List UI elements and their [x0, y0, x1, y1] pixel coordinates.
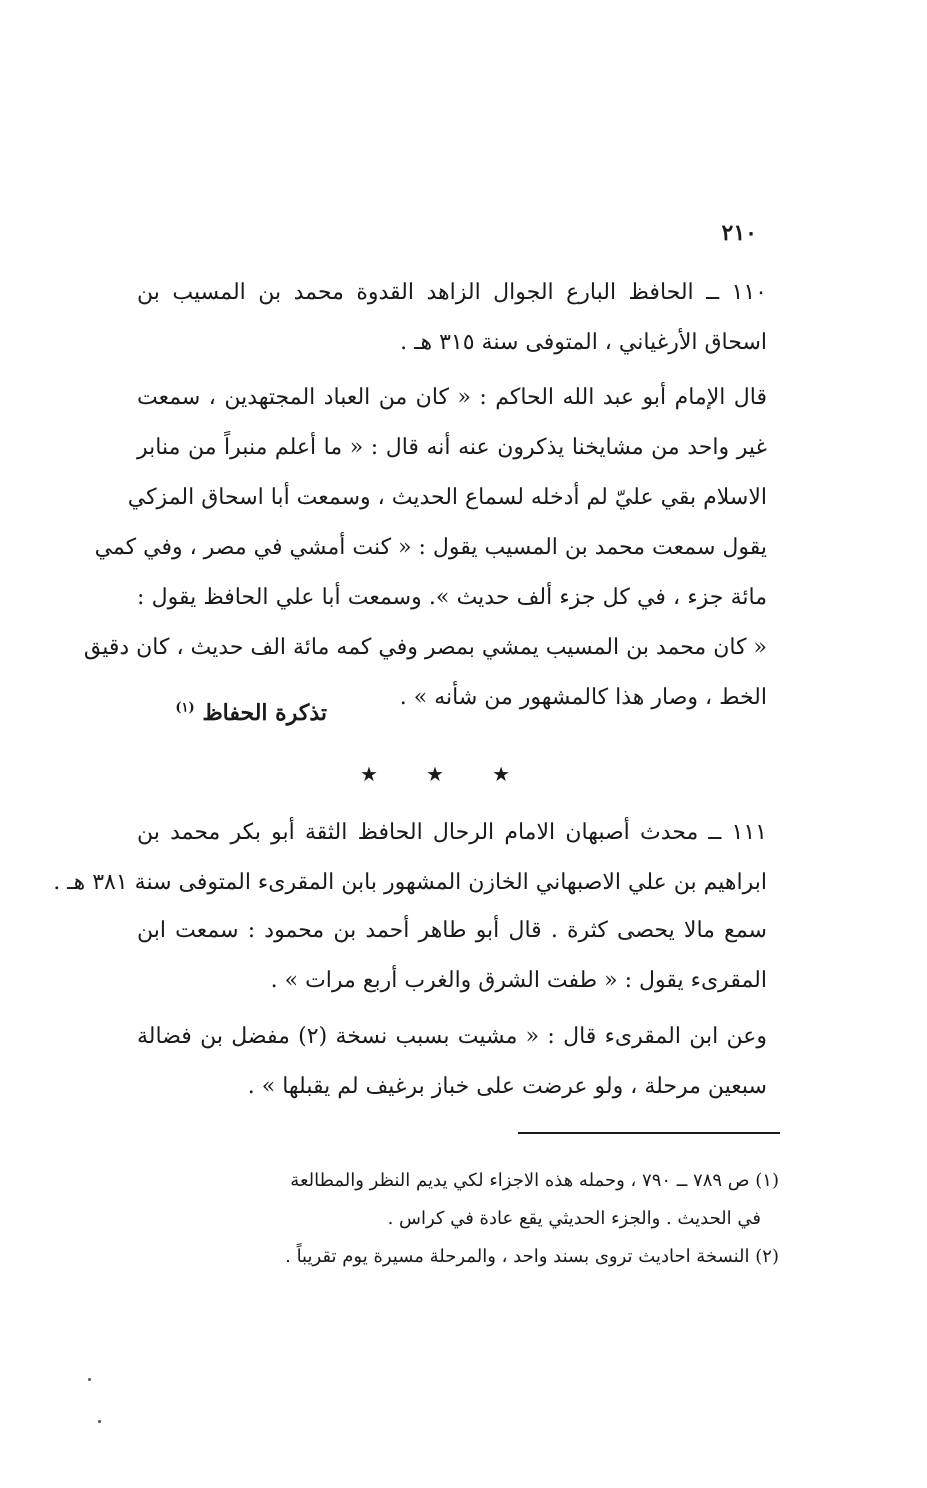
section-separator	[360, 762, 510, 786]
text-line: المقرىء يقول : « طفت الشرق والغرب أربع مرات » .	[270, 968, 767, 993]
text-line: سمع مالا يحصى كثرة . قال أبو طاهر أحمد بن محمود : سمعت ابن	[137, 918, 767, 943]
footnote-2: (٢) النسخة احاديث تروى بسند واحد ، والمرحلة مسيرة يوم تقريباً .	[285, 1246, 779, 1267]
text-line: اسحاق الأرغياني ، المتوفى سنة ٣١٥ هـ .	[400, 330, 767, 355]
text-line: ابراهيم بن علي الاصبهاني الخازن المشهور بابن المقرىء المتوفى سنة ٣٨١ هـ .	[53, 870, 767, 895]
footnote-1: (١) ص ٧٨٩ ــ ٧٩٠ ، وحمله هذه الاجزاء لكي يديم النظر والمطالعة	[290, 1170, 779, 1191]
scan-speck	[98, 1420, 101, 1423]
entry-111-heading	[53, 808, 767, 908]
text-line: يقول سمعت محمد بن المسيب يقول : « كنت أمشي في مصر ، وفي كمي	[94, 535, 767, 560]
entry-110-quote	[83, 373, 767, 723]
entry-111-quote-a	[137, 906, 767, 1006]
footnote-divider	[518, 1132, 780, 1134]
star-icon: ★	[426, 762, 444, 786]
text-line: قال الإمام أبو عبد الله الحاكم : « كان من العباد المجتهدين ، سمعت	[137, 385, 767, 410]
text-line: مائة جزء ، في كل جزء ألف حديث ». وسمعت أبا علي الحافظ يقول :	[137, 585, 767, 610]
source-title: تذكرة الحفاظ	[202, 700, 327, 726]
entry-111-quote-b	[137, 1012, 767, 1112]
footnotes	[139, 1162, 779, 1276]
text-line: وعن ابن المقرىء قال : « مشيت بسبب نسخة (٢) مفضل بن فضالة	[137, 1024, 767, 1049]
star-icon: ★	[360, 762, 378, 786]
text-line: الاسلام بقي عليّ لم أدخله لسماع الحديث ، وسمعت أبا اسحاق المزكي	[127, 485, 767, 510]
footnote-1-continued: في الحديث . والجزء الحديثي يقع عادة في كراس .	[387, 1208, 761, 1229]
text-line: غير واحد من مشايخنا يذكرون عنه أنه قال : « ما أعلم منبراً من منابر	[137, 435, 767, 460]
text-line: سبعين مرحلة ، ولو عرضت على خباز برغيف لم يقبلها » .	[247, 1074, 767, 1099]
entry-110-heading	[137, 268, 767, 368]
star-icon: ★	[492, 762, 510, 786]
source-citation	[175, 700, 327, 726]
scan-speck	[88, 1378, 91, 1381]
page-number: ٢١٠	[721, 220, 757, 246]
text-line: ١١١ ــ محدث أصبهان الامام الرحال الحافظ الثقة أبو بكر محمد بن	[137, 820, 767, 845]
footnote-mark: (١)	[175, 700, 195, 716]
text-line: الخط ، وصار هذا كالمشهور من شأنه » .	[399, 685, 767, 710]
text-line: « كان محمد بن المسيب يمشي بمصر وفي كمه مائة الف حديث ، كان دقيق	[83, 635, 767, 660]
text-line: ١١٠ ــ الحافظ البارع الجوال الزاهد القدوة محمد بن المسيب بن	[137, 280, 767, 305]
